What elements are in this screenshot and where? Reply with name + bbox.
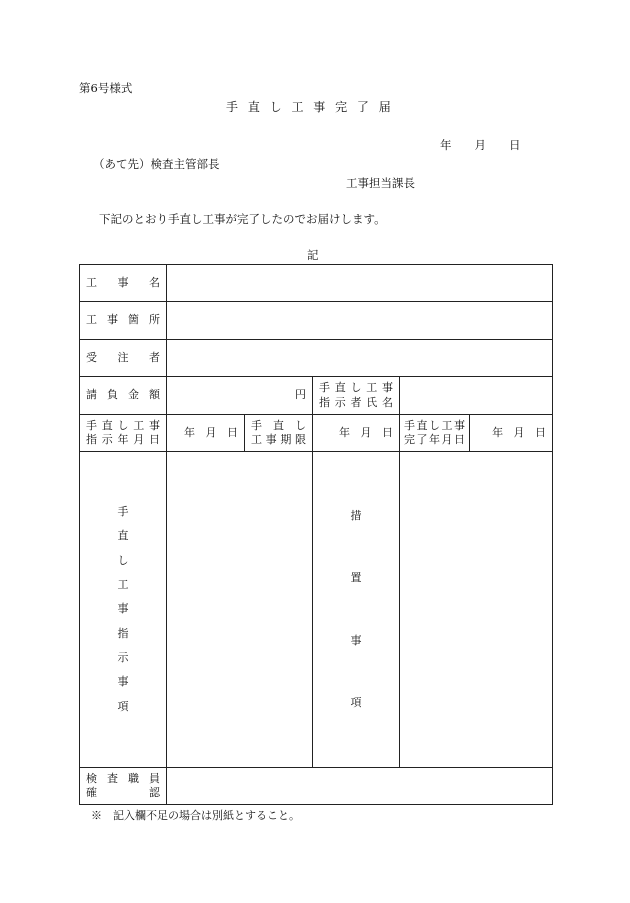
label-kensa-kakunin: 検査職員 確認 bbox=[80, 768, 167, 805]
field-kensa-kakunin[interactable] bbox=[167, 768, 553, 805]
shiji-jiko-char: 工 bbox=[117, 578, 129, 592]
form-number: 第6号様式 bbox=[79, 81, 133, 95]
addressee: （あて先）検査主管部長 bbox=[93, 157, 220, 171]
shiji-jiko-char: し bbox=[117, 553, 129, 567]
yen-label: 円 bbox=[295, 388, 306, 402]
field-kigen-date[interactable]: 年 月 日 bbox=[313, 415, 400, 452]
field-koji-kasho[interactable] bbox=[167, 302, 553, 340]
shiji-jiko-char: 直 bbox=[117, 529, 129, 543]
shiji-jiko-char: 事 bbox=[117, 602, 129, 616]
sochi-jiko-char: 措 bbox=[350, 508, 362, 522]
sochi-jiko-char: 項 bbox=[350, 695, 362, 709]
document-title: 手 直 し 工 事 完 了 届 bbox=[226, 100, 394, 114]
field-kanryo-date[interactable]: 年 月 日 bbox=[470, 415, 553, 452]
sochi-jiko-char: 事 bbox=[350, 633, 362, 647]
date-line: 年 月 日 bbox=[440, 138, 521, 152]
completion-form-table bbox=[79, 264, 553, 805]
label-kigen: 手直し 工事期限 bbox=[245, 415, 313, 452]
field-shiji-jiko[interactable] bbox=[167, 452, 313, 768]
field-shiji-shimei[interactable] bbox=[400, 377, 553, 415]
shiji-jiko-char: 項 bbox=[117, 699, 129, 713]
label-koji-kasho: 工事箇所 bbox=[80, 302, 167, 340]
field-sochi-jiko[interactable] bbox=[400, 452, 553, 768]
shiji-jiko-char: 事 bbox=[117, 675, 129, 689]
shiji-jiko-char: 示 bbox=[117, 650, 129, 664]
ki-label: 記 bbox=[307, 248, 319, 262]
field-ukeoi-kingaku[interactable] bbox=[167, 377, 313, 415]
label-shiji-jiko bbox=[80, 452, 167, 768]
field-koji-mei[interactable] bbox=[167, 265, 553, 302]
label-koji-mei: 工事名 bbox=[80, 265, 167, 302]
footnote: ※ 記入欄不足の場合は別紙とすること。 bbox=[91, 809, 300, 822]
label-sochi-jiko bbox=[313, 452, 400, 768]
label-juchusha: 受注者 bbox=[80, 340, 167, 377]
shiji-jiko-char: 手 bbox=[117, 505, 129, 519]
shiji-jiko-char: 指 bbox=[117, 626, 129, 640]
label-kanryo-date: 手直し工事 完了年月日 bbox=[400, 415, 470, 452]
sender: 工事担当課長 bbox=[346, 176, 415, 190]
sochi-jiko-char: 置 bbox=[350, 571, 362, 585]
label-shiji-date: 手直し工事 指示年月日 bbox=[80, 415, 167, 452]
label-shiji-shimei: 手直し工事 指示者氏名 bbox=[313, 377, 400, 415]
label-ukeoi-kingaku: 請負金額 bbox=[80, 377, 167, 415]
field-juchusha[interactable] bbox=[167, 340, 553, 377]
field-shiji-date[interactable]: 年 月 日 bbox=[167, 415, 245, 452]
body-text: 下記のとおり手直し工事が完了したのでお届けします。 bbox=[99, 212, 386, 226]
